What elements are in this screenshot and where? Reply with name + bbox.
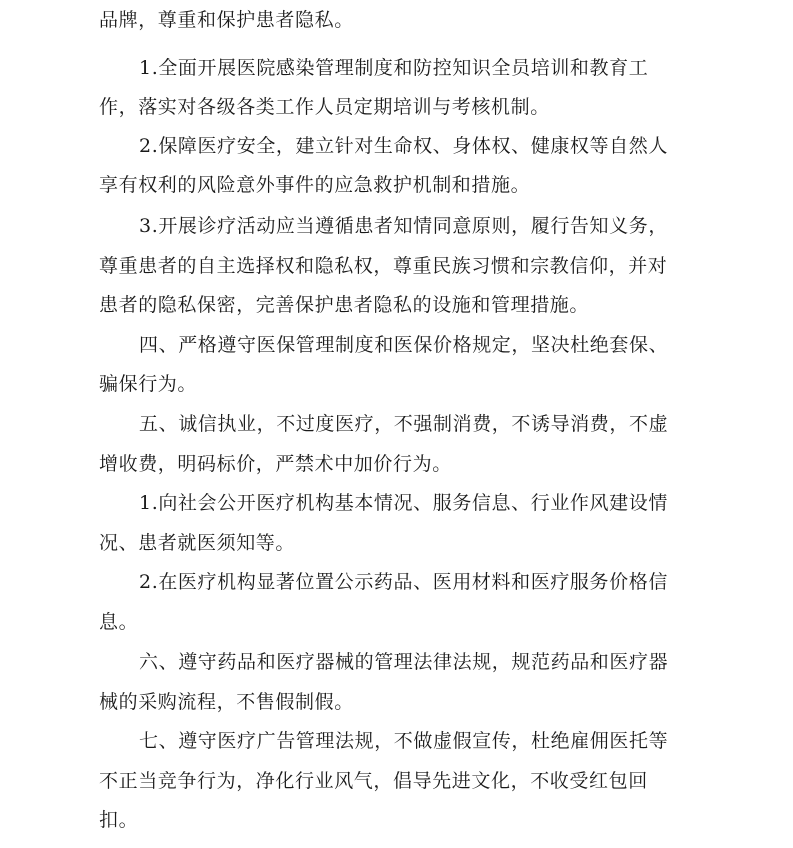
text-line: 息。 (99, 611, 139, 633)
text-line: 六、遵守药品和医疗器械的管理法律法规，规范药品和医疗器 (139, 651, 669, 673)
text-line: 四、严格遵守医保管理制度和医保价格规定，坚决杜绝套保、 (139, 334, 669, 356)
text-line: 2.在医疗机构显著位置公示药品、医用材料和医疗服务价格信 (139, 571, 668, 593)
text-line: 增收费，明码标价，严禁术中加价行为。 (99, 453, 452, 475)
text-line: 1.全面开展医院感染管理制度和防控知识全员培训和教育工 (139, 57, 649, 79)
text-line: 骗保行为。 (99, 373, 198, 395)
text-line: 尊重患者的自主选择权和隐私权，尊重民族习惯和宗教信仰，并对 (99, 255, 668, 277)
text-line: 患者的隐私保密，完善保护患者隐私的设施和管理措施。 (99, 294, 590, 316)
text-line: 械的采购流程，不售假制假。 (99, 691, 354, 713)
text-line: 作，落实对各级各类工作人员定期培训与考核机制。 (99, 96, 550, 118)
text-line: 品牌，尊重和保护患者隐私。 (99, 9, 354, 31)
text-line: 享有权利的风险意外事件的应急救护机制和措施。 (99, 174, 531, 196)
text-line: 1.向社会公开医疗机构基本情况、服务信息、行业作风建设情 (139, 492, 668, 514)
text-line: 况、患者就医须知等。 (99, 532, 296, 554)
text-line: 不正当竞争行为，净化行业风气，倡导先进文化，不收受红包回 (99, 770, 648, 792)
text-line: 七、遵守医疗广告管理法规，不做虚假宣传，杜绝雇佣医托等 (139, 730, 669, 752)
text-line: 2.保障医疗安全，建立针对生命权、身体权、健康权等自然人 (139, 135, 668, 157)
text-line: 五、诚信执业，不过度医疗，不强制消费，不诱导消费，不虚 (139, 413, 669, 435)
text-line: 3.开展诊疗活动应当遵循患者知情同意原则，履行告知义务， (139, 215, 668, 237)
text-line: 扣。 (99, 809, 139, 831)
